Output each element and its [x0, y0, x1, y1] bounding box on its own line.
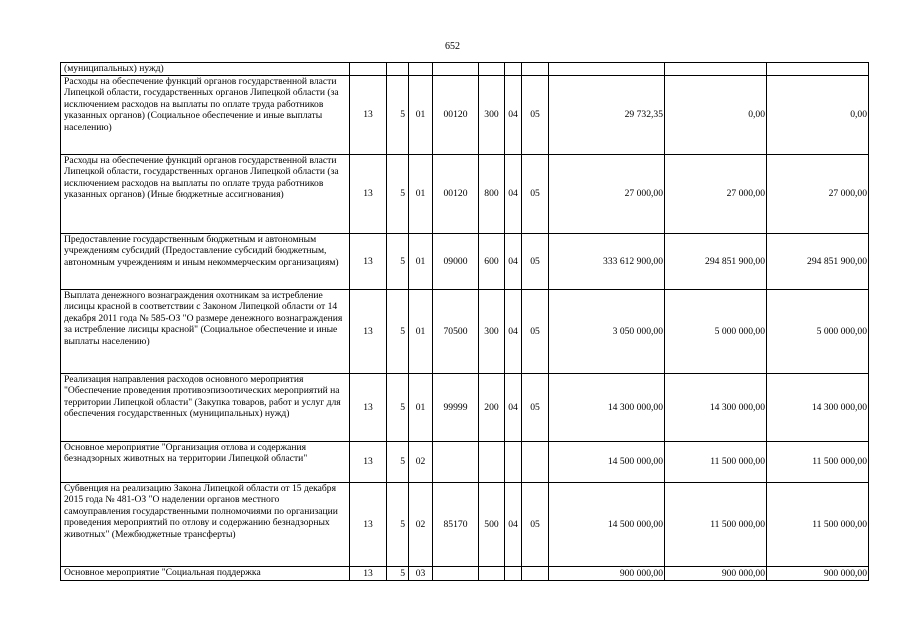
code-section-cell — [505, 567, 522, 581]
code-sub-cell: 5 — [387, 483, 409, 567]
code-main-cell — [409, 63, 433, 76]
code-main-cell: 01 — [409, 155, 433, 234]
amount-year3-cell: 5 000 000,00 — [767, 290, 869, 374]
description-cell: Выплата денежного вознаграждения охотникам за истребление лисицы красной в соответствии с Законом Липецкой области от 14 декабря 2011 года № 585-ОЗ "О размере денежного вознаграждения за истребление лисицы красной" (Социальное обеспечение и иные выплаты населению) — [61, 290, 350, 374]
code-sub-cell: 5 — [387, 76, 409, 155]
amount-year1-cell: 3 050 000,00 — [549, 290, 665, 374]
description-cell: Предоставление государственным бюджетным и автономным учреждениям субсидий (Предоставление субсидий бюджетным, автономным учреждениям и иным некоммерческим организациям) — [61, 234, 350, 290]
code-direction-cell: 99999 — [433, 374, 479, 442]
code-type-cell: 300 — [479, 290, 505, 374]
code-sub-cell: 5 — [387, 155, 409, 234]
code-gp-cell: 13 — [350, 442, 387, 483]
description-cell: Реализация направления расходов основного мероприятия "Обеспечение проведения противоэпизоотических мероприятий на территории Липецкой области" (Закупка товаров, работ и услуг для обеспечения государственных (муниципальных) нужд) — [61, 374, 350, 442]
description-cell: Расходы на обеспечение функций органов государственной власти Липецкой области, государственных органов Липецкой области (за исключением расходов на выплаты по оплате труда работников указанных органов) (Иные бюджетные ассигнования) — [61, 155, 350, 234]
code-sub-cell: 5 — [387, 374, 409, 442]
amount-year1-cell — [549, 63, 665, 76]
code-subsection-cell — [522, 442, 549, 483]
description-cell: Расходы на обеспечение функций органов государственной власти Липецкой области, государственных органов Липецкой области (за исключением расходов на выплаты по оплате труда работников указанных органов) (Социальное обеспечение и иные выплаты населению) — [61, 76, 350, 155]
code-type-cell — [479, 567, 505, 581]
code-gp-cell: 13 — [350, 483, 387, 567]
amount-year2-cell: 5 000 000,00 — [665, 290, 767, 374]
code-type-cell — [479, 63, 505, 76]
code-section-cell — [505, 442, 522, 483]
code-sub-cell: 5 — [387, 234, 409, 290]
code-main-cell: 01 — [409, 234, 433, 290]
code-direction-cell: 00120 — [433, 76, 479, 155]
amount-year1-cell: 333 612 900,00 — [549, 234, 665, 290]
amount-year3-cell: 11 500 000,00 — [767, 442, 869, 483]
code-main-cell: 01 — [409, 76, 433, 155]
code-gp-cell: 13 — [350, 567, 387, 581]
amount-year2-cell: 11 500 000,00 — [665, 483, 767, 567]
table-row — [61, 567, 869, 581]
code-sub-cell — [387, 63, 409, 76]
code-gp-cell: 13 — [350, 374, 387, 442]
code-main-cell: 02 — [409, 483, 433, 567]
description-cell: Основное мероприятие "Социальная поддержка — [61, 567, 350, 581]
table-row — [61, 442, 869, 483]
code-type-cell: 600 — [479, 234, 505, 290]
code-subsection-cell — [522, 63, 549, 76]
amount-year2-cell: 27 000,00 — [665, 155, 767, 234]
code-direction-cell — [433, 63, 479, 76]
amount-year3-cell: 27 000,00 — [767, 155, 869, 234]
table-row — [61, 155, 869, 234]
table-row — [61, 483, 869, 567]
code-gp-cell: 13 — [350, 155, 387, 234]
code-subsection-cell: 05 — [522, 374, 549, 442]
amount-year1-cell: 14 500 000,00 — [549, 483, 665, 567]
amount-year1-cell: 29 732,35 — [549, 76, 665, 155]
table-row — [61, 63, 869, 76]
code-sub-cell: 5 — [387, 442, 409, 483]
code-main-cell: 01 — [409, 290, 433, 374]
description-cell: Субвенция на реализацию Закона Липецкой области от 15 декабря 2015 года № 481-ОЗ "О наделении органов местного самоуправления государственными полномочиями по организации проведения мероприятий по отлову и содержанию безнадзорных животных" (Межбюджетные трансферты) — [61, 483, 350, 567]
amount-year1-cell: 27 000,00 — [549, 155, 665, 234]
code-direction-cell: 85170 — [433, 483, 479, 567]
code-subsection-cell: 05 — [522, 483, 549, 567]
page-number: 652 — [445, 41, 460, 52]
code-gp-cell: 13 — [350, 76, 387, 155]
budget-table — [60, 62, 869, 581]
code-subsection-cell: 05 — [522, 234, 549, 290]
code-type-cell: 300 — [479, 76, 505, 155]
code-type-cell: 500 — [479, 483, 505, 567]
amount-year2-cell: 14 300 000,00 — [665, 374, 767, 442]
amount-year2-cell: 294 851 900,00 — [665, 234, 767, 290]
code-subsection-cell: 05 — [522, 290, 549, 374]
amount-year1-cell: 14 500 000,00 — [549, 442, 665, 483]
amount-year3-cell: 14 300 000,00 — [767, 374, 869, 442]
description-cell: (муниципальных) нужд) — [61, 63, 350, 76]
amount-year3-cell: 294 851 900,00 — [767, 234, 869, 290]
amount-year3-cell: 0,00 — [767, 76, 869, 155]
table-row — [61, 76, 869, 155]
code-subsection-cell: 05 — [522, 76, 549, 155]
table-row — [61, 374, 869, 442]
code-sub-cell: 5 — [387, 290, 409, 374]
code-gp-cell: 13 — [350, 290, 387, 374]
code-section-cell: 04 — [505, 155, 522, 234]
code-gp-cell — [350, 63, 387, 76]
amount-year2-cell: 0,00 — [665, 76, 767, 155]
amount-year3-cell — [767, 63, 869, 76]
table-row — [61, 234, 869, 290]
code-sub-cell: 5 — [387, 567, 409, 581]
code-direction-cell — [433, 442, 479, 483]
code-subsection-cell: 05 — [522, 155, 549, 234]
code-direction-cell: 09000 — [433, 234, 479, 290]
amount-year3-cell: 900 000,00 — [767, 567, 869, 581]
code-subsection-cell — [522, 567, 549, 581]
code-direction-cell: 70500 — [433, 290, 479, 374]
code-section-cell: 04 — [505, 234, 522, 290]
code-main-cell: 03 — [409, 567, 433, 581]
amount-year3-cell: 11 500 000,00 — [767, 483, 869, 567]
code-direction-cell — [433, 567, 479, 581]
code-section-cell: 04 — [505, 290, 522, 374]
amount-year2-cell — [665, 63, 767, 76]
table-row — [61, 290, 869, 374]
code-section-cell: 04 — [505, 483, 522, 567]
amount-year1-cell: 14 300 000,00 — [549, 374, 665, 442]
code-type-cell: 800 — [479, 155, 505, 234]
code-main-cell: 01 — [409, 374, 433, 442]
code-type-cell: 200 — [479, 374, 505, 442]
code-section-cell — [505, 63, 522, 76]
code-type-cell — [479, 442, 505, 483]
description-cell: Основное мероприятие "Организация отлова и содержания безнадзорных животных на территории Липецкой области" — [61, 442, 350, 483]
code-section-cell: 04 — [505, 374, 522, 442]
amount-year2-cell: 900 000,00 — [665, 567, 767, 581]
code-gp-cell: 13 — [350, 234, 387, 290]
code-direction-cell: 00120 — [433, 155, 479, 234]
amount-year2-cell: 11 500 000,00 — [665, 442, 767, 483]
code-main-cell: 02 — [409, 442, 433, 483]
amount-year1-cell: 900 000,00 — [549, 567, 665, 581]
code-section-cell: 04 — [505, 76, 522, 155]
